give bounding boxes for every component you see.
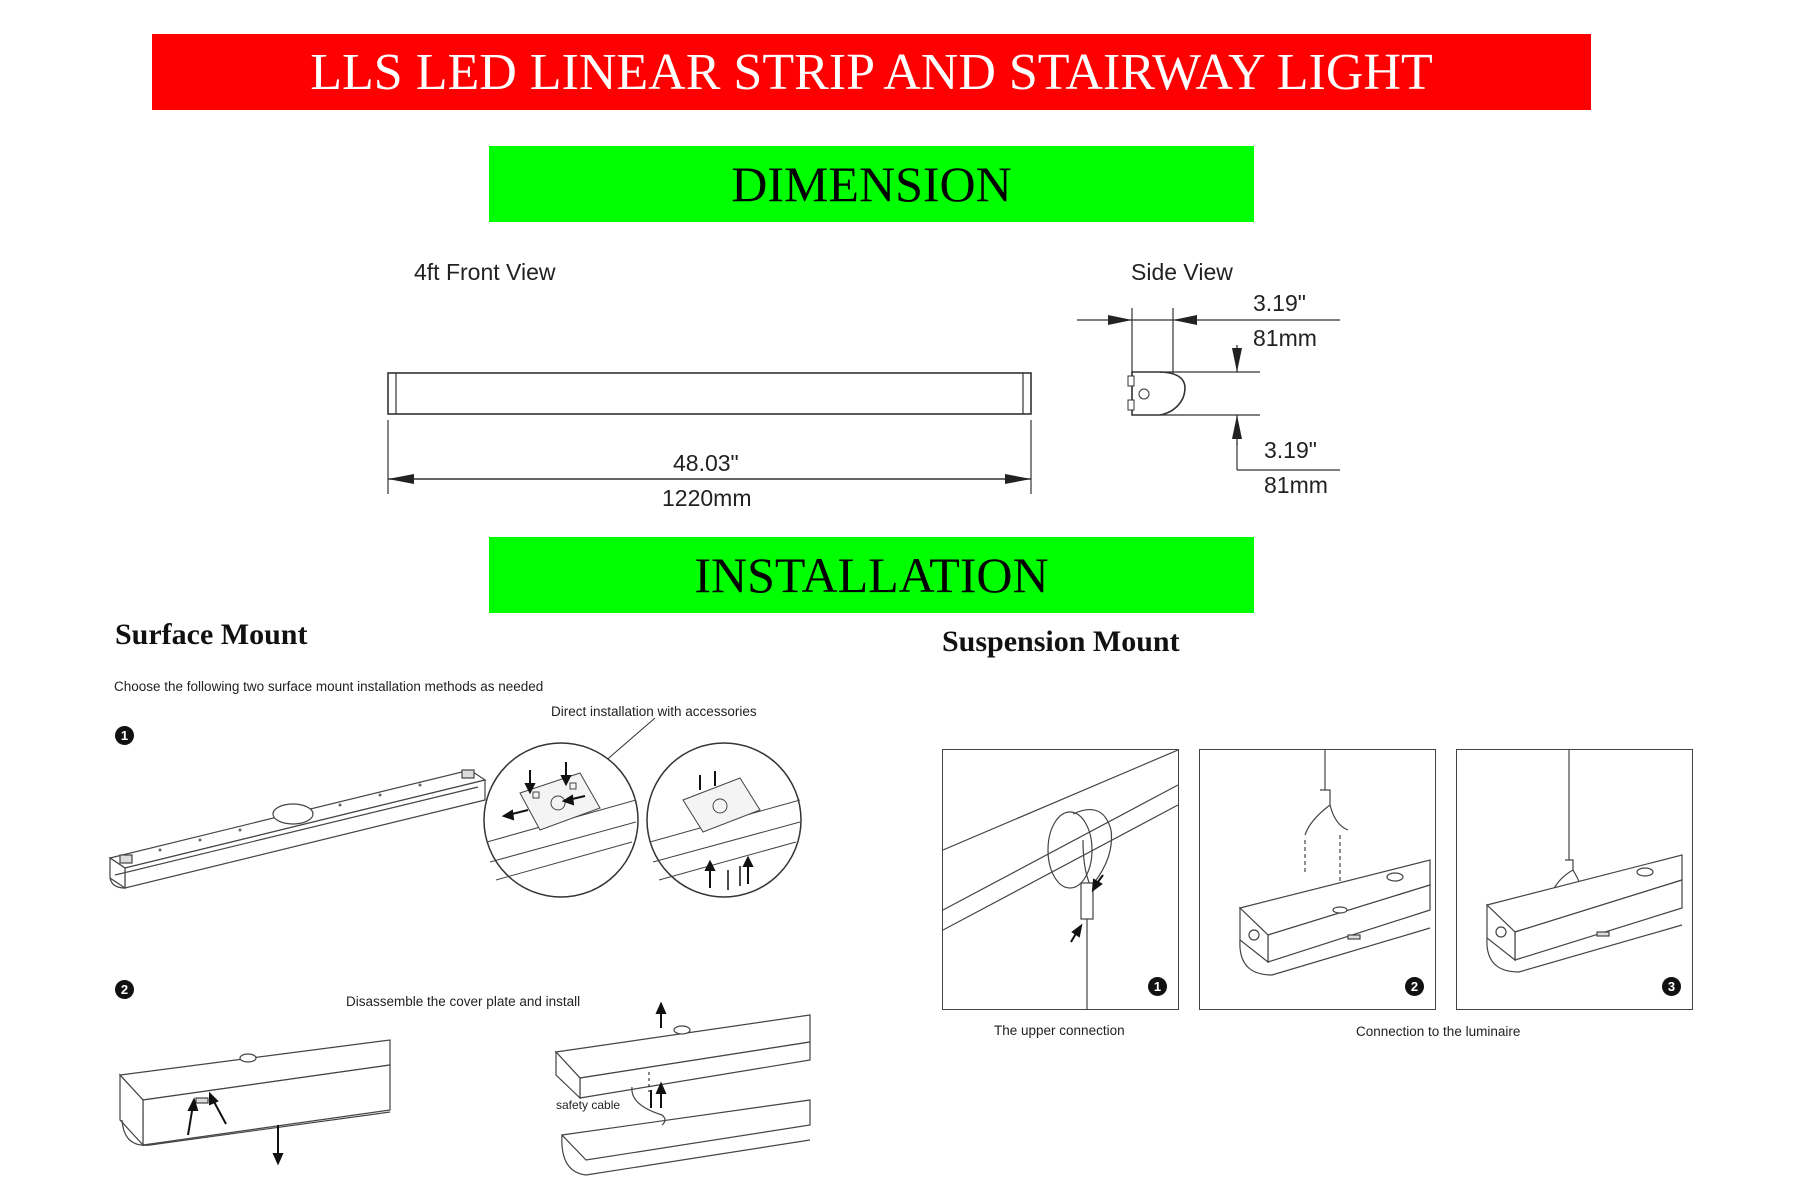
side-width-inches: 3.19" [1253, 290, 1306, 316]
suspension-panel-1 [942, 749, 1179, 1010]
upper-connection-caption: The upper connection [994, 1023, 1125, 1038]
suspension-mount-title: Suspension Mount [942, 625, 1180, 658]
upper-connection-illustration [943, 750, 1178, 1009]
suspension-step-3-badge: 3 [1662, 977, 1681, 996]
suspension-panel-2 [1199, 749, 1436, 1010]
dimension-heading: DIMENSION [731, 156, 1012, 212]
surface-step-2-badge: 2 [115, 980, 134, 999]
surface-mount-instruction: Choose the following two surface mount installation methods as needed [114, 679, 544, 694]
luminaire-connection-illustration-b [1457, 750, 1692, 1009]
cover-plate-callout: Disassemble the cover plate and install [346, 994, 581, 1009]
side-view-label: Side View [1131, 259, 1233, 285]
side-width-mm: 81mm [1253, 325, 1317, 351]
direct-install-callout: Direct installation with accessories [551, 704, 757, 719]
length-inches: 48.03" [673, 450, 739, 476]
luminaire-connection-illustration-a [1200, 750, 1435, 1009]
page-title: LLS LED LINEAR STRIP AND STAIRWAY LIGHT [310, 43, 1433, 101]
surface-step-1-badge: 1 [115, 726, 134, 745]
surface-mount-title: Surface Mount [115, 618, 308, 651]
suspension-step-1-badge: 1 [1148, 977, 1167, 996]
side-height-mm: 81mm [1264, 472, 1328, 498]
installation-heading: INSTALLATION [694, 547, 1049, 603]
luminaire-connection-caption: Connection to the luminaire [1356, 1024, 1521, 1039]
length-mm: 1220mm [662, 485, 752, 511]
front-view-label: 4ft Front View [414, 259, 556, 285]
suspension-panel-3 [1456, 749, 1693, 1010]
safety-cable-label: safety cable [556, 1098, 621, 1112]
side-height-inches: 3.19" [1264, 437, 1317, 463]
suspension-step-2-badge: 2 [1405, 977, 1424, 996]
